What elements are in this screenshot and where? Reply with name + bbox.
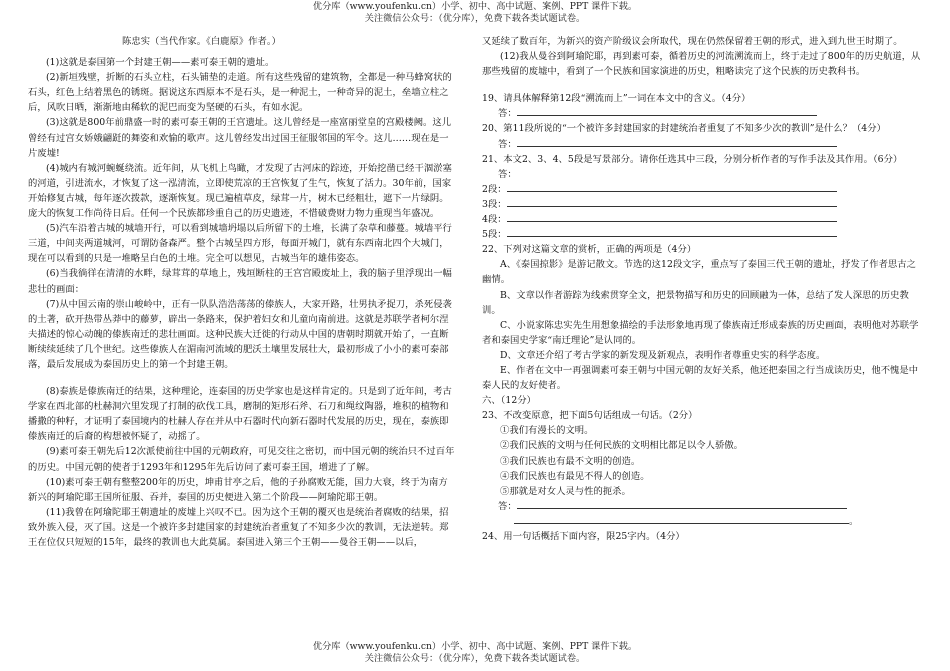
segment-label-4: 4段： [482,214,507,226]
paragraph-6: (6)当我徜徉在清清的水畔，绿茸茸的草地上，残垣断柱的王宫宫殿废址上，我的脑子里浮现出一幅悲壮的画面： [28,268,452,295]
footer-line-2: 关注微信公众号：（优分库），免费下载各类试题试卷。 [364,653,586,664]
answer-23-line-2 [482,514,922,529]
segment-3-blank[interactable] [507,197,837,207]
answer-20 [482,137,922,152]
answer-21-seg5 [482,227,922,242]
option-d: D、文章还介绍了考古学家的新发现及新观点，表明作者尊重史实的科学态度。 [500,349,826,361]
segment-label-5: 5段： [482,229,507,241]
answer-20-blank[interactable] [517,137,837,147]
answer-21-seg4 [482,212,922,227]
sentence-5: ⑤那就是对女人灵与性的扼杀。 [500,485,631,497]
page-header [0,1,950,25]
answer-period: 。 [849,515,859,527]
sentence-2: ②我们民族的文明与任何民族的文明相比都足以令人骄傲。 [500,440,744,452]
left-column [28,34,455,550]
answer-label: 答： [498,138,517,150]
segment-label-2: 2段： [482,183,507,195]
paragraph-11: (11)我曾在阿瑜陀耶王朝遗址的废墟上兴叹不已。因为这个王朝的覆灭也是统治者腐败的结果，招致外族入侵，灭了国。这是一个被许多封建国家的封建统治者重复了不知多少次的教训，无法逆转。郑王在位仅只短短的15年，最终的教训也大此莫属。泰国进入第三个王朝——曼谷王朝——以后， [28,506,449,548]
paragraph-8: (8)泰族是傣族南迁的结果，这种理论，连泰国的历史学家也是这样肯定的。只是到了近年间，考古学家在西北部的杜赫洞穴里发现了打制的砍伐工具，磨制的矩形石斧、石刀和绳纹陶器，堆积的植物和播撒的种籽，才证明了泰国境内的杜赫人存在并从中石器时代向新石器时代发展的历史，现在，泰族即傣族南迁的后裔的构想被怀疑了，动摇了。 [28,386,452,443]
answer-23-blank-2[interactable] [514,514,849,524]
paragraph-10: (10)素可泰王朝有整整200年的历史，坤甫甘亭之后，他的子孙腐败无能，国力大衰，终于为南方新兴的阿瑜陀耶王国所征服、吞并，泰国的历史便进入第二个阶段——阿瑜陀耶王朝。 [28,476,448,503]
answer-label: 答： [498,500,517,512]
sentence-3: ③我们民族也有最不文明的创造。 [500,455,641,467]
paragraph-12: (12)我从曼谷到阿瑜陀耶，再到素可泰，循着历史的河流溯流而上，终于走过了800年的历史航道，从那些残留的废墟中，看到了一个民族和国家演进的历史，粗略读完了这个民族的历史教科书。 [482,51,921,78]
option-b: B、文章以作者游踪为线索贯穿全文，把景物描写和历史的回顾融为一体，总结了发人深思的历史教训。 [482,289,909,316]
question-21: 21、本文2、3、4、5段是写景部分。请你任选其中三段，分别分析作者的写作手法及其作用。（6分） [482,153,903,165]
question-22: 22、下列对这篇文章的赏析，正确的两项是（4分） [482,244,697,256]
author-note: 陈忠实（当代作家。《白鹿原》作者。） [122,36,281,47]
paragraph-11-continued: 又延续了数百年，为新兴的资产阶级议会所取代，现在仍然保留着王朝的形式，进入到九世王时期了。 [482,36,903,47]
footer-line-1: 优分库（www.youfenku.cn）小学、初中、高中试题、案例、PPT 课件下载。 [312,641,638,652]
paragraph-2: (2)新垣残壁，折断的石头立柱，石头铺垫的走道。所有这些残留的建筑物，全都是一种马蜂窝状的石头，红色上结着黑色的锈斑。据说这东西原本不是石头，是一种泥土，一种奇异的泥土，垒墙立柱之后，风吹日晒，渐渐地由稀软的泥巴而变为坚硬的石头，有如水泥。 [28,72,452,114]
header-line-2: 关注微信公众号：（优分库），免费下载各类试题试卷。 [364,13,586,24]
option-a: A、《泰国掠影》是游记散文。节选的这12段文字，重点写了泰国三代王朝的遗址，抒发了作者思古之幽情。 [482,259,916,286]
question-24: 24、用一句话概括下面内容，限25字内。（4分） [482,531,685,542]
question-23: 23、不改变原意，把下面5句话组成一句话。（2分） [482,410,698,422]
sentence-4: ④我们民族也有最见不得人的创造。 [500,470,650,482]
paragraph-7: (7)从中国云南的崇山峻岭中，正有一队队浩浩荡荡的傣族人，大家开路，壮男执矛捉刀，杀死侵袭的土著，砍开热带丛莽中的藤萝，辟出一条路来，保护着妇女和儿童向南前进。这就是苏联学者柯尔涅夫描述的惊心动魄的傣族南迁的悲壮画面。这种民族大迁徙的行动从中国的唐朝时期就开始了，一直断断续续延续了几个世纪。这些傣族人在湄南河流域的肥沃土壤里发展壮大，最初形成了小小的素可泰部落，最后发展成为泰国历史上的第一个封建王朝。 [28,298,452,370]
answer-19-blank[interactable] [517,106,817,116]
answer-23-blank[interactable] [517,499,847,509]
segment-2-blank[interactable] [507,182,837,192]
answer-label: 答： [498,108,517,120]
answer-label: 答： [498,168,517,180]
paragraph-5: (5)汽车沿着古城的城墙开行，可以看到城墙坍塌以后所留下的土堆，长满了杂草和藤蔓。城墙平行三道，中间夹两道城河，可谓防备森严。整个古城呈四方形，每面开城门，就有东西南北四个大城门，现在可以看到的只是一堆略呈白色的土堆。完全可以想见，古城当年的雄伟姿态。 [28,223,452,265]
page-footer [0,641,950,665]
option-c: C、小说家陈忠实先生用想象描绘的手法形象地再现了傣族南迁形成泰族的历史画面，表明他对苏联学者和泰国史学家“南迁理论”是认同的。 [482,319,919,346]
paragraph-1: (1)这就是泰国第一个封建王朝——素可泰王朝的遗址。 [46,57,275,69]
question-19: 19、请具体解释第12段“溯流而上”一词在本文中的含义。（4分） [482,93,751,105]
answer-21 [482,167,922,182]
answer-19 [482,106,922,121]
paragraph-9: (9)素可泰王朝先后12次派使前往中国的元朝政府，可见交往之密切，而中国元朝的统治只不过百年的历史。中国元朝的使者于1293年和1295年先后访问了素可泰王国，增进了了解。 [28,446,455,473]
answer-21-seg2 [482,182,922,197]
paragraph-4: (4)城内有城河蜿蜒绕流。近年间，从飞机上鸟瞰，才发现了古河床的踪迹，开始挖凿已经干涸淤塞的河道，引进流水，才恢复了这一泓清流，立即使荒凉的王宫恢复了生气，恢复了活力。30年前，国家开始修复古城，每年逐次拨款，逐渐恢复。现已遍植草皮，绿茸一片，树木已经粗壮，遮下一片绿阴。庞大的恢复工作尚待日后。任何一个民族都珍重自己的历史遗迹，不惜破费财力物力重现当年盛况。 [28,162,452,220]
segment-label-3: 3段： [482,198,507,210]
option-e: E、作者在文中一再强调素可泰王朝与中国元朝的友好关系，他还把泰国之行当成读历史，他不愧是中泰人民的友好使者。 [482,364,919,392]
segment-4-blank[interactable] [507,212,837,222]
right-column [482,34,922,544]
question-20: 20、第11段所说的“一个被许多封建国家的封建统治者重复了不知多少次的教训”是什么？（4分） [482,123,886,135]
paragraph-3: (3)这就是800年前鼎盛一时的素可泰王朝的王宫遗址。这儿曾经是一座富丽堂皇的宫殿楼阙。这儿曾经有过宫女娇娥翩跹的舞姿和欢愉的歌声。这儿曾经发出过国王征服邻国的军令。这儿……现在是一片废墟! [28,117,452,159]
sentence-1: ①我们有漫长的文明。 [500,425,594,437]
answer-23 [482,499,922,514]
answer-21-seg3 [482,197,922,212]
header-line-1: 优分库（www.youfenku.cn）小学、初中、高中试题、案例、PPT 课件下载。 [312,1,638,12]
segment-5-blank[interactable] [507,227,837,237]
section-6-heading: 六、（12分） [482,395,537,407]
